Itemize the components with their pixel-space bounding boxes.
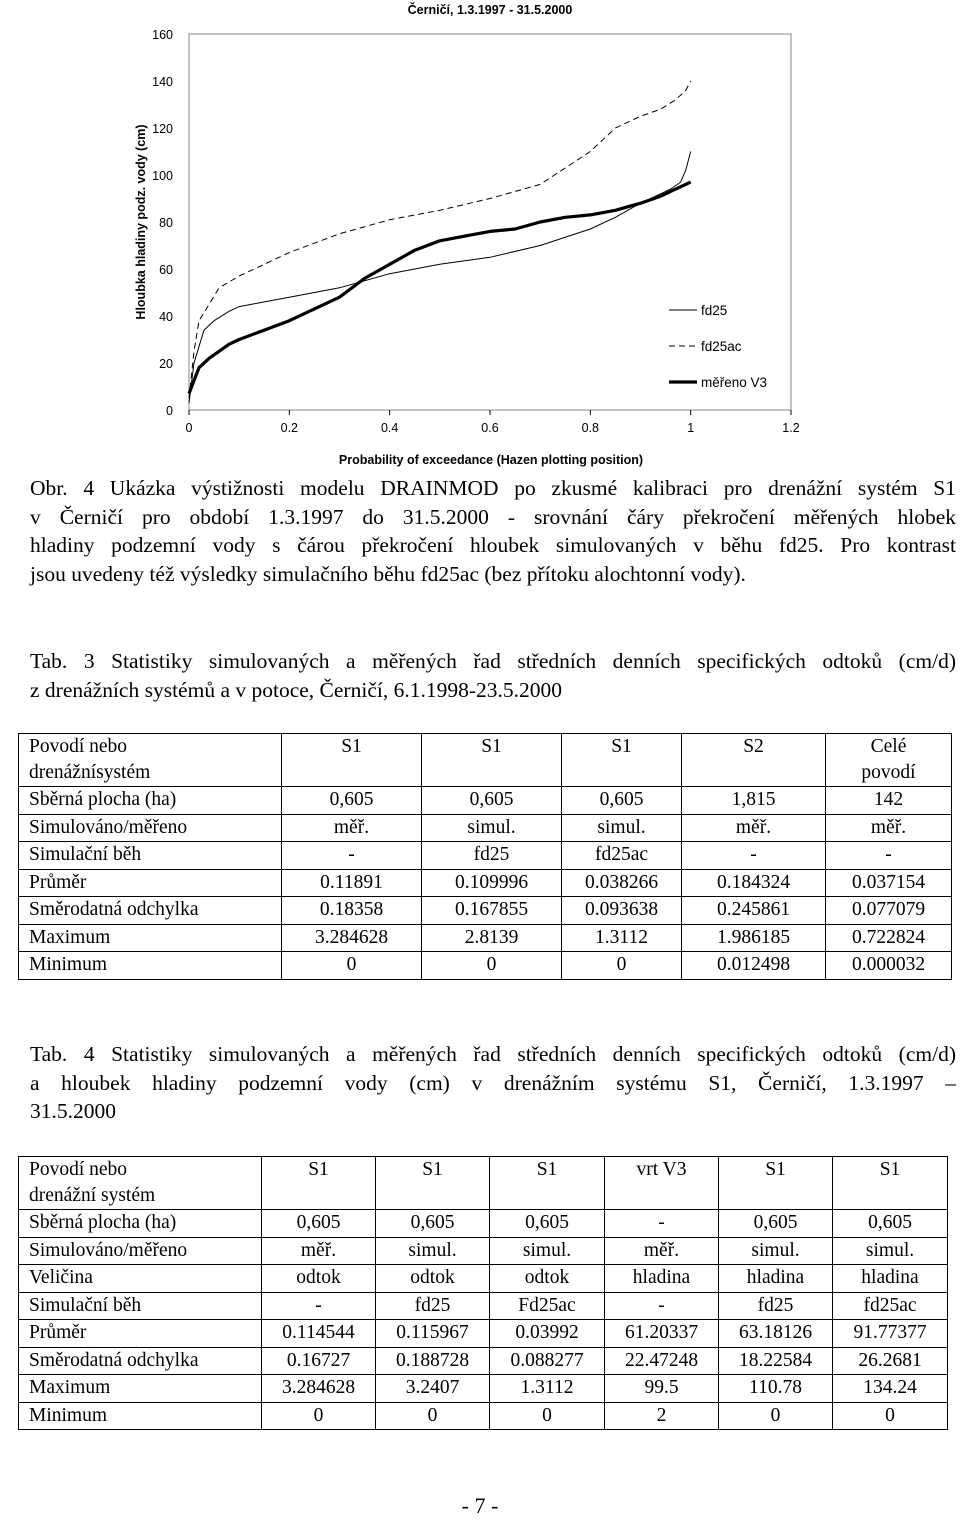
table-cell: fd25ac bbox=[562, 842, 682, 870]
tab3-caption bbox=[30, 647, 956, 704]
table-cell: 0.088277 bbox=[490, 1347, 605, 1375]
caption-line: hladiny podzemní vody s čárou překročení hloubek simulovaných v běhu fd25. Pro kontrast bbox=[30, 533, 956, 557]
y-tick-label: 20 bbox=[159, 357, 173, 371]
table-cell: 134.24 bbox=[833, 1375, 948, 1403]
y-tick-label: 160 bbox=[152, 28, 173, 42]
table-cell: 142 bbox=[826, 787, 952, 815]
table-row bbox=[19, 814, 952, 842]
table-row bbox=[19, 869, 952, 897]
row-label: Směrodatná odchylka bbox=[19, 897, 282, 925]
row-label: Simulační běh bbox=[19, 1292, 262, 1320]
table-row bbox=[19, 1237, 948, 1265]
table-cell: 22.47248 bbox=[605, 1347, 719, 1375]
table-row bbox=[19, 787, 952, 815]
tab3-caption-line: Tab. 3 Statistiky simulovaných a měřených řad středních denních specifických odtoků (cm/d) bbox=[30, 649, 956, 673]
table-cell: hladina bbox=[833, 1265, 948, 1293]
legend-label: měřeno V3 bbox=[701, 375, 768, 390]
table-cell: simul. bbox=[719, 1237, 833, 1265]
table-cell: měř. bbox=[826, 814, 952, 842]
caption-line: jsou uvedeny též výsledky simulačního běhu fd25ac (bez přítoku alochtonní vody). bbox=[30, 561, 746, 586]
table-cell: simul. bbox=[490, 1237, 605, 1265]
x-tick-label: 0.8 bbox=[581, 421, 600, 435]
row-label: Povodí nebo drenážnísystém bbox=[19, 734, 282, 787]
table-cell: simul. bbox=[562, 814, 682, 842]
table-row bbox=[19, 1210, 948, 1238]
table-cell: 0 bbox=[422, 952, 562, 980]
table-cell: 0.038266 bbox=[562, 869, 682, 897]
legend-label: fd25ac bbox=[701, 339, 742, 354]
caption-line: v Černičí pro období 1.3.1997 do 31.5.2000 - srovnání čáry překročení měřených hlobek bbox=[30, 504, 956, 529]
table-cell: S1 bbox=[376, 1157, 490, 1210]
table-cell: 1.986185 bbox=[682, 924, 826, 952]
table-cell: Fd25ac bbox=[490, 1292, 605, 1320]
table-cell: - bbox=[605, 1292, 719, 1320]
table-row bbox=[19, 1292, 948, 1320]
table-cell: hladina bbox=[605, 1265, 719, 1293]
row-label: Simulační běh bbox=[19, 842, 282, 870]
y-tick-label: 120 bbox=[152, 122, 173, 136]
table-cell: 0.037154 bbox=[826, 869, 952, 897]
table-cell: S1 bbox=[490, 1157, 605, 1210]
table-cell: simul. bbox=[833, 1237, 948, 1265]
table-cell: 1,815 bbox=[682, 787, 826, 815]
tab4-caption bbox=[30, 1040, 956, 1126]
table-cell: - bbox=[262, 1292, 376, 1320]
table-cell: 0,605 bbox=[282, 787, 422, 815]
row-label: Minimum bbox=[19, 1402, 262, 1430]
table-cell: fd25 bbox=[422, 842, 562, 870]
table-cell: 0 bbox=[719, 1402, 833, 1430]
table-cell: 1.3112 bbox=[562, 924, 682, 952]
y-axis-label: Hloubka hladiny podz. vody (cm) bbox=[134, 124, 148, 320]
figure-caption bbox=[30, 474, 956, 588]
row-label: Sběrná plocha (ha) bbox=[19, 787, 282, 815]
table-row bbox=[19, 1375, 948, 1403]
table-cell: měř. bbox=[682, 814, 826, 842]
table-cell: 2 bbox=[605, 1402, 719, 1430]
table-cell: 0.722824 bbox=[826, 924, 952, 952]
table-cell: 0,605 bbox=[490, 1210, 605, 1238]
table-cell: - bbox=[826, 842, 952, 870]
table-cell: 18.22584 bbox=[719, 1347, 833, 1375]
table-cell: fd25 bbox=[719, 1292, 833, 1320]
table-cell: měř. bbox=[282, 814, 422, 842]
table-cell: měř. bbox=[262, 1237, 376, 1265]
y-tick-label: 0 bbox=[166, 404, 173, 418]
y-tick-label: 140 bbox=[152, 75, 173, 89]
table-cell: 0.077079 bbox=[826, 897, 952, 925]
table-3 bbox=[18, 733, 952, 980]
table-cell: 0.114544 bbox=[262, 1320, 376, 1348]
table-cell: S1 bbox=[833, 1157, 948, 1210]
table-cell: 0 bbox=[282, 952, 422, 980]
y-tick-label: 100 bbox=[152, 169, 173, 183]
table-cell: 0.115967 bbox=[376, 1320, 490, 1348]
table-cell: 0 bbox=[262, 1402, 376, 1430]
table-cell: 3.284628 bbox=[262, 1375, 376, 1403]
table-row bbox=[19, 952, 952, 980]
table-cell: 0,605 bbox=[833, 1210, 948, 1238]
x-axis-label: Probability of exceedance (Hazen plotting position) bbox=[338, 453, 644, 467]
exceedance-chart bbox=[120, 0, 800, 470]
table-cell: 110.78 bbox=[719, 1375, 833, 1403]
x-tick-label: 1 bbox=[687, 421, 695, 435]
caption-line: Obr. 4 Ukázka výstižnosti modelu DRAINMOD po zkusmé kalibraci pro drenážní systém S1 bbox=[30, 476, 956, 500]
table-cell: - bbox=[282, 842, 422, 870]
row-label: Simulováno/měřeno bbox=[19, 1237, 262, 1265]
tab4-caption-line: 31.5.2000 bbox=[30, 1099, 116, 1123]
table-cell: 63.18126 bbox=[719, 1320, 833, 1348]
table-row bbox=[19, 1347, 948, 1375]
tab3-caption-line: z drenážních systémů a v potoce, Černičí, 6.1.1998-23.5.2000 bbox=[30, 677, 562, 702]
table-cell: 0,605 bbox=[262, 1210, 376, 1238]
table-cell: 0,605 bbox=[422, 787, 562, 815]
table-cell: simul. bbox=[376, 1237, 490, 1265]
table-cell: 0.093638 bbox=[562, 897, 682, 925]
table-cell: 0 bbox=[833, 1402, 948, 1430]
row-label: Povodí nebo drenážní systém bbox=[19, 1157, 262, 1210]
table-cell: S1 bbox=[262, 1157, 376, 1210]
table-cell: hladina bbox=[719, 1265, 833, 1293]
table-cell: odtok bbox=[376, 1265, 490, 1293]
table-cell: S1 bbox=[422, 734, 562, 787]
x-tick-label: 0 bbox=[185, 421, 193, 435]
table-cell: 0.03992 bbox=[490, 1320, 605, 1348]
table-cell: fd25 bbox=[376, 1292, 490, 1320]
table-row bbox=[19, 734, 952, 787]
table-cell: S2 bbox=[682, 734, 826, 787]
chart-svg bbox=[120, 0, 800, 470]
row-label: Maximum bbox=[19, 1375, 262, 1403]
row-label: Simulováno/měřeno bbox=[19, 814, 282, 842]
legend-label: fd25 bbox=[701, 303, 728, 318]
table-cell: 1.3112 bbox=[490, 1375, 605, 1403]
table-row bbox=[19, 1402, 948, 1430]
row-label: Minimum bbox=[19, 952, 282, 980]
table-4 bbox=[18, 1156, 948, 1430]
y-tick-label: 60 bbox=[159, 263, 173, 277]
table-cell: 26.2681 bbox=[833, 1347, 948, 1375]
table-cell: 3.2407 bbox=[376, 1375, 490, 1403]
row-label: Směrodatná odchylka bbox=[19, 1347, 262, 1375]
table-cell: simul. bbox=[422, 814, 562, 842]
x-tick-label: 0.4 bbox=[380, 421, 399, 435]
tab4-caption-line: a hloubek hladiny podzemní vody (cm) v drenážním systému S1, Černičí, 1.3.1997 – bbox=[30, 1070, 956, 1095]
table-cell: 0.18358 bbox=[282, 897, 422, 925]
table-cell: - bbox=[605, 1210, 719, 1238]
table-cell: 99.5 bbox=[605, 1375, 719, 1403]
y-tick-label: 40 bbox=[159, 310, 173, 324]
table-cell: S1 bbox=[562, 734, 682, 787]
table-row bbox=[19, 1157, 948, 1210]
table-cell: 0.184324 bbox=[682, 869, 826, 897]
table-cell: 0 bbox=[562, 952, 682, 980]
row-label: Veličina bbox=[19, 1265, 262, 1293]
table-cell: odtok bbox=[490, 1265, 605, 1293]
table-cell: 0.109996 bbox=[422, 869, 562, 897]
table-cell: 0.000032 bbox=[826, 952, 952, 980]
table-cell: fd25ac bbox=[833, 1292, 948, 1320]
x-tick-label: 1.2 bbox=[782, 421, 800, 435]
table-row bbox=[19, 1320, 948, 1348]
table-cell: měř. bbox=[605, 1237, 719, 1265]
row-label: Sběrná plocha (ha) bbox=[19, 1210, 262, 1238]
row-label: Průměr bbox=[19, 1320, 262, 1348]
table-cell: 61.20337 bbox=[605, 1320, 719, 1348]
table-cell: 0.11891 bbox=[282, 869, 422, 897]
chart-title: Černičí, 1.3.1997 - 31.5.2000 bbox=[407, 3, 573, 17]
table-cell: 0.012498 bbox=[682, 952, 826, 980]
row-label: Maximum bbox=[19, 924, 282, 952]
table-cell: 0.167855 bbox=[422, 897, 562, 925]
series-line-fd25 bbox=[189, 152, 691, 403]
table-cell: 0 bbox=[376, 1402, 490, 1430]
series-line-měřeno-V3 bbox=[189, 182, 691, 394]
table-cell: vrt V3 bbox=[605, 1157, 719, 1210]
table-row bbox=[19, 1265, 948, 1293]
table-cell: 0.245861 bbox=[682, 897, 826, 925]
page-number: - 7 - bbox=[461, 1493, 499, 1518]
table-cell: 3.284628 bbox=[282, 924, 422, 952]
table-cell: 2.8139 bbox=[422, 924, 562, 952]
table-cell: Celé povodí bbox=[826, 734, 952, 787]
table-cell: 0.16727 bbox=[262, 1347, 376, 1375]
table-cell: - bbox=[682, 842, 826, 870]
table-row bbox=[19, 924, 952, 952]
table-row bbox=[19, 897, 952, 925]
row-label: Průměr bbox=[19, 869, 282, 897]
y-tick-label: 80 bbox=[159, 216, 173, 230]
table-cell: 91.77377 bbox=[833, 1320, 948, 1348]
x-tick-label: 0.2 bbox=[280, 421, 299, 435]
table-cell: 0 bbox=[490, 1402, 605, 1430]
table-cell: odtok bbox=[262, 1265, 376, 1293]
table-cell: S1 bbox=[282, 734, 422, 787]
chart-legend bbox=[661, 296, 789, 400]
tab4-caption-line: Tab. 4 Statistiky simulovaných a měřených řad středních denních specifických odtoků (cm/d) bbox=[30, 1042, 956, 1066]
table-cell: 0.188728 bbox=[376, 1347, 490, 1375]
table-row bbox=[19, 842, 952, 870]
table-cell: 0,605 bbox=[376, 1210, 490, 1238]
table-cell: 0,605 bbox=[719, 1210, 833, 1238]
table-cell: S1 bbox=[719, 1157, 833, 1210]
table-cell: 0,605 bbox=[562, 787, 682, 815]
x-tick-label: 0.6 bbox=[481, 421, 499, 435]
